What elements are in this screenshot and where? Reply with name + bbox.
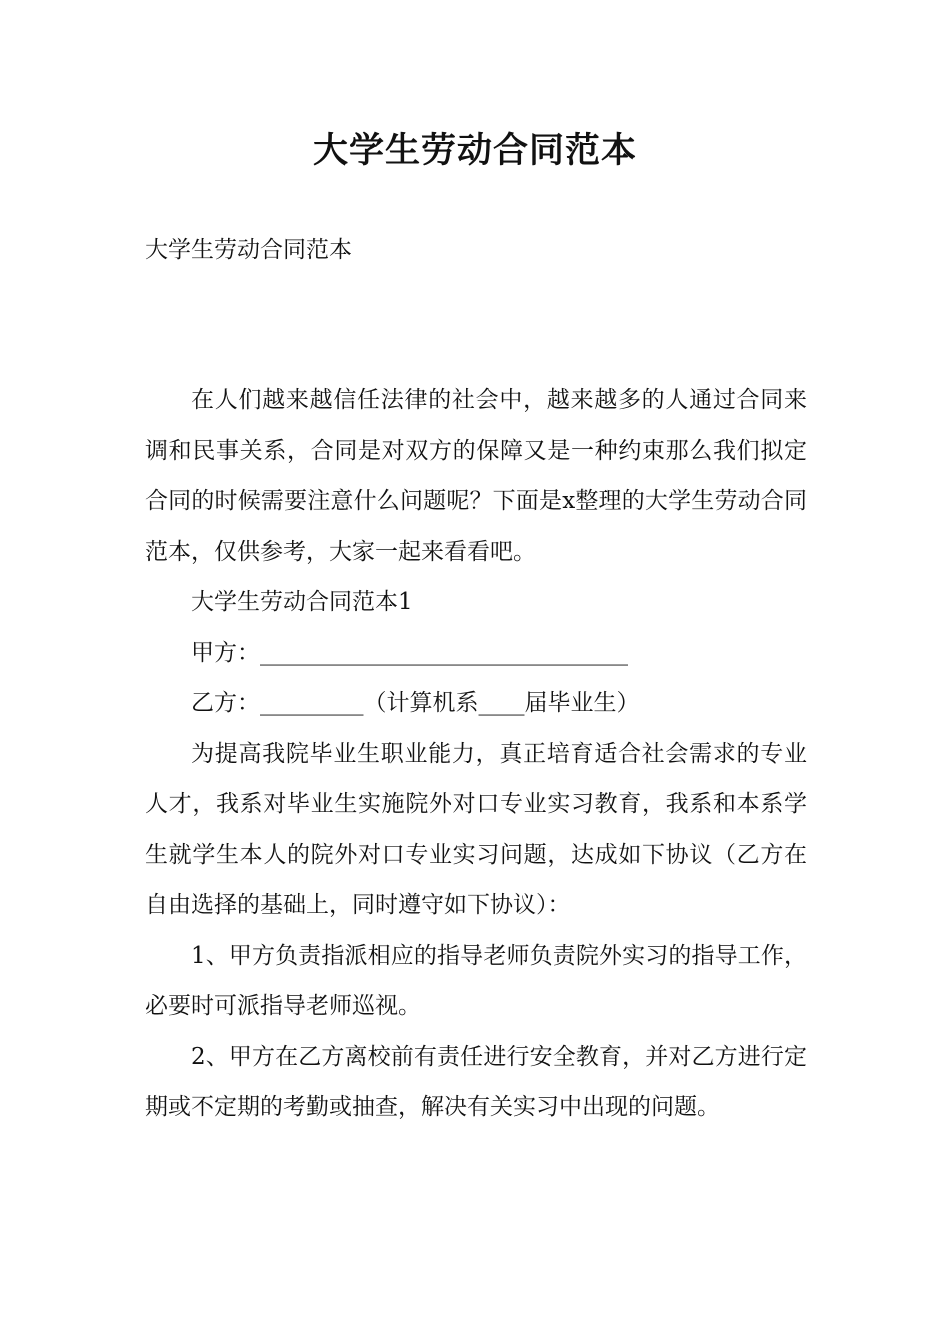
intro-paragraph: 在人们越来越信任法律的社会中，越来越多的人通过合同来调和民事关系，合同是对双方的保障又是一种约束那么我们拟定合同的时候需要注意什么问题呢？下面是x整理的大学生劳动合同范本，仅供参考，大家一起来看看吧。	[145, 387, 807, 565]
section-heading: 大学生劳动合同范本1	[191, 589, 413, 615]
document-body	[145, 375, 807, 1133]
party-a-line: 甲方：________________________________	[191, 639, 628, 666]
party-b-line: 乙方：_________（计算机系____届毕业生）	[191, 690, 640, 716]
document-title: 大学生劳动合同范本	[312, 131, 637, 171]
clause-1-paragraph: 1、甲方负责指派相应的指导老师负责院外实习的指导工作，必要时可派指导老师巡视。	[145, 942, 807, 1019]
document-subtitle: 大学生劳动合同范本	[145, 237, 352, 263]
agreement-intro-paragraph: 为提高我院毕业生职业能力，真正培育适合社会需求的专业人才，我系对毕业生实施院外对口专业实习教育，我系和本系学生就学生本人的院外对口专业实习问题，达成如下协议（乙方在自由选择的基础上，同时遵守如下协议）：	[145, 740, 807, 918]
clause-2-paragraph: 2、甲方在乙方离校前有责任进行安全教育，并对乙方进行定期或不定期的考勤或抽查，解决有关实习中出现的问题。	[145, 1043, 807, 1120]
